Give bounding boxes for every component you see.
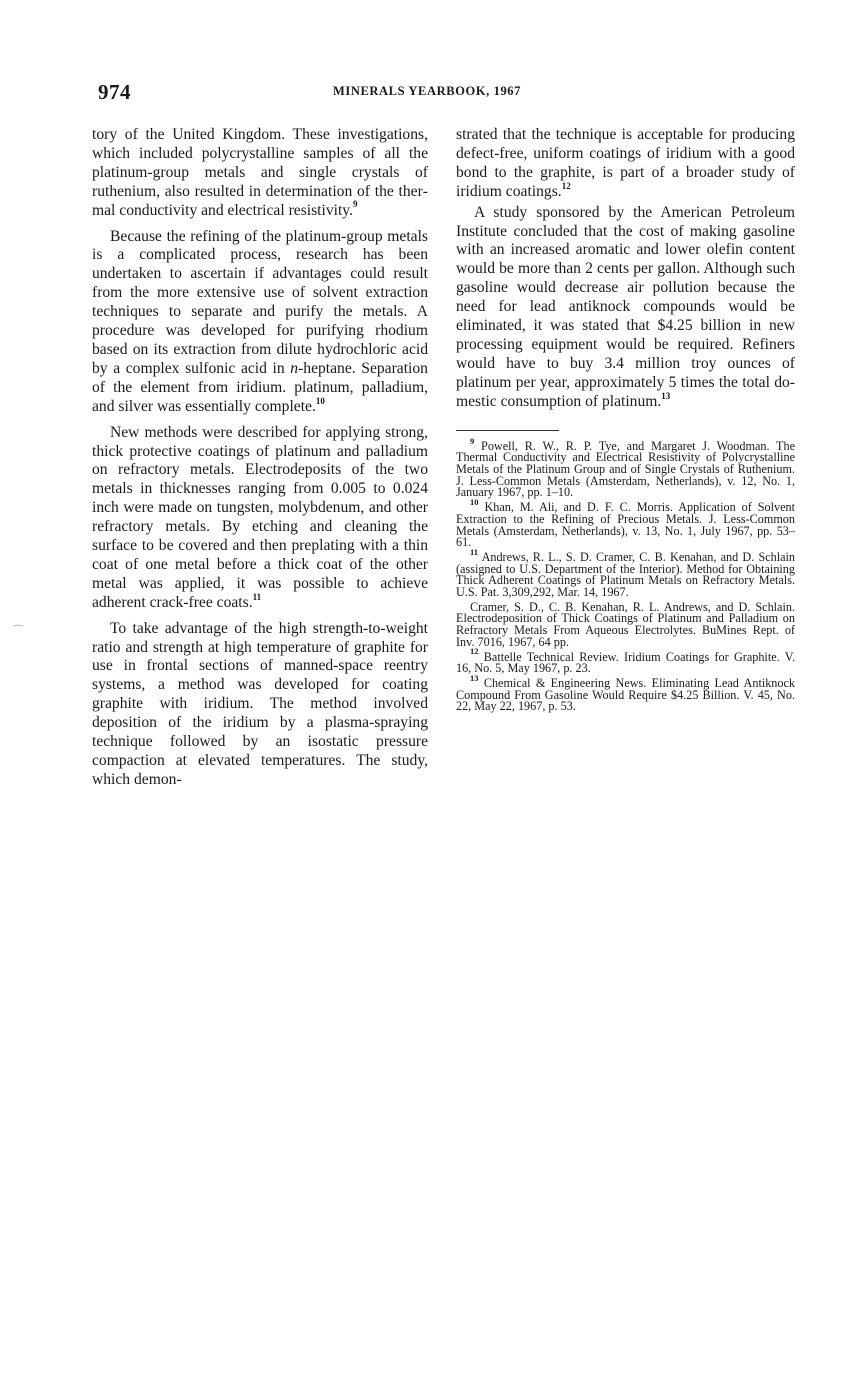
running-head: MINERALS YEARBOOK, 1967 — [333, 84, 522, 98]
paragraph: New methods were described for applying strong, thick protective coatings of platinum and palladium on refractory metals. Electrodeposits of the two metals in thicknesses ranging from 0.005 to 0.024 inch were made on tungsten, molybdenum, and other refractory metals. By etching and cleaning the surface to be covered and then preplating with a thin coat of one metal before a thick coat of the other metal was applied, it was possible to achieve adherent crack-free coats.$^{11}$ — [92, 423, 428, 611]
paragraph: tory of the United Kingdom. These investigations, which included polycrystalline samples of all the platinum-group metals and single crystals of ruthenium, also resulted in determination of the thermal conductivity and electrical resistivity.$^9$ — [92, 126, 428, 219]
paragraph: Because the refining of the platinum-group metals is a complicated process, research has been undertaken to ascertain if advantages could result from the more extensive use of solvent extraction techniques to separate and purify the metals. A procedure was developed for purifying rhodium based on its extraction from dilute hydrochloric acid by a complex sulfonic acid in n-heptane. Separation of the element from iridium. platinum, palladium, and silver was essentially complete.$^{10}$ — [92, 227, 428, 415]
footnote: $^9$ Powell, R. W., R. P. Tye, and Margaret J. Woodman. The Thermal Conductivity and Electrical Resistivity of Polycrystalline Metals of the Platinum Group and of Single Crystals of Ruthenium. J. Less-Common Metals (Amsterdam, Netherlands), v. 12, No. 1, January 1967, pp. 1–10. — [456, 435, 796, 500]
footnote-ref[interactable]: 12 — [561, 180, 571, 191]
footnote-ref[interactable]: 11 — [252, 591, 262, 602]
footnote: $^{12}$ Battelle Technical Review. Iridium Coatings for Graphite. V. 16, No. 5, May 1967, p. 23. — [456, 646, 796, 676]
footnote-divider — [456, 430, 559, 431]
footnote-ref[interactable]: 10 — [315, 395, 325, 406]
footnote-ref[interactable]: 13 — [661, 390, 671, 401]
footnote: Cramer, S. D., C. B. Kenahan, R. L. Andrews, and D. Schlain. Electrodeposition of Thick Coatings of Platinum and Palladium on Refractory Metals From Aqueous Electrolytes. BuMines Rept. of Inv. 7016, 1967, 64 pp. — [456, 599, 795, 649]
paragraph: To take advantage of the high strength-to-weight ratio and strength at high temperature of graphite for use in frontal sections of manned-space reentry systems, a method was developed for coating graphite with iridium. The method involved deposition of the iridium by a plasma-spraying technique followed by an isostatic pressure compaction at elevated temperatures. The study, which demon- — [92, 619, 428, 788]
left-column — [92, 126, 428, 790]
scan-artifact: ⌒ — [12, 624, 25, 638]
right-column — [456, 126, 795, 716]
paragraph: A study sponsored by the American Petroleum Institute concluded that the cost of making gasoline with an increased aromatic and lower olefin content would be more than 2 cents per gallon. Although such gasoline would decrease air pollution because the need for lead antiknock compounds would be eliminated, it was stated that $4.25 billion in new processing equipment would be required. Refiners would have to buy 3.4 million troy ounces of platinum per year, approximately 5 times the total domestic consumption of platinum.$^{13}$ — [456, 203, 795, 410]
footnotes — [456, 435, 796, 714]
footnote-ref[interactable]: 9 — [352, 199, 358, 210]
paragraph: strated that the technique is acceptable for producing defect-free, uniform coatings of iridium with a good bond to the graphite, is part of a broader study of iridium coatings.$^{12}$ — [456, 126, 795, 200]
footnote: $^{11}$ Andrews, R. L., S. D. Cramer, C. B. Kenahan, and D. Schlain (assigned to U.S. Department of the Interior). Method for Obtaining Thick Adherent Coatings of Platinum Metals on Refractory Metals. U.S. Pat. 3,309,292, Mar. 14, 1967. — [456, 546, 796, 600]
page-number: 974 — [98, 80, 131, 104]
footnote: $^{10}$ Khan, M. Ali, and D. F. C. Morris. Application of Solvent Extraction to the Refining of Precious Metals. J. Less-Common Metals (Amsterdam, Netherlands), v. 13, No. 1, July 1967, pp. 53–61. — [456, 497, 795, 550]
footnote: $^{13}$ Chemical & Engineering News. Eliminating Lead Antiknock Compound From Gasoline Would Require $4.25 Billion. V. 45, No. 22, May 22, 1967, p. 53. — [456, 672, 795, 714]
